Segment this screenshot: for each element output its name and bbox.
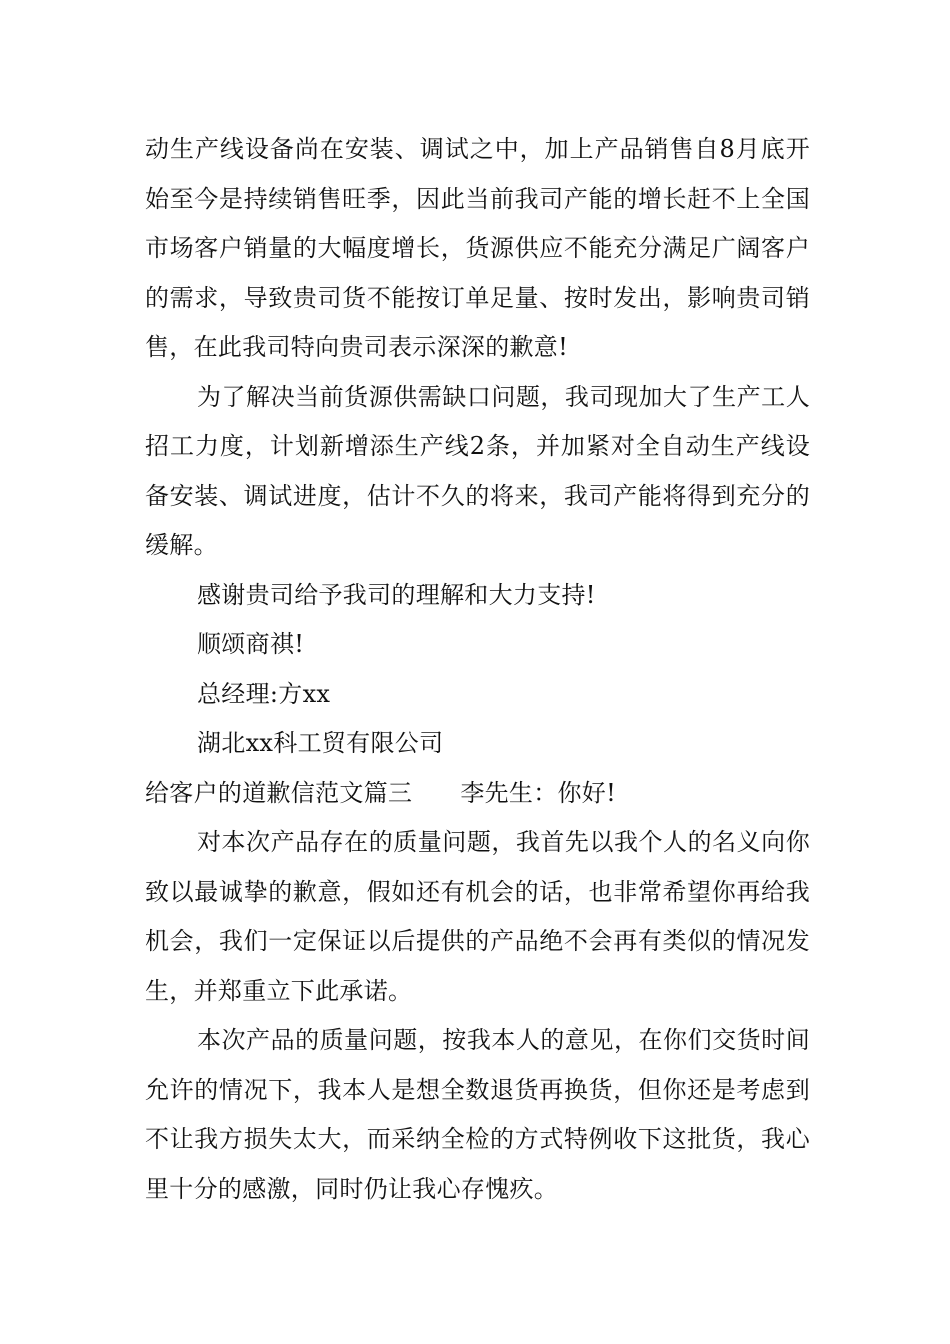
document-page — [145, 125, 810, 1214]
letter3-heading-line — [145, 769, 810, 819]
letter3-salutation: 李先生：你好! — [460, 778, 617, 807]
letter2-closing: 顺颂商祺! — [197, 630, 305, 658]
letter2-signer: 总经理:方xx — [197, 679, 331, 708]
letter2-paragraph-2: 为了解决当前货源供需缺口问题，我司现加大了生产工人招工力度，计划新增添生产线2条，并加紧对全自动生产线设备安装、调试进度，估计不久的将来，我司产能将得到充分的缓解。 — [145, 382, 810, 559]
letter3-paragraph-1: 对本次产品存在的质量问题，我首先以我个人的名义向你致以最诚挚的歉意，假如还有机会的话，也非常希望你再给我机会，我们一定保证以后提供的产品绝不会再有类似的情况发生，并郑重立下此承诺。 — [145, 828, 810, 1005]
letter2-thanks: 感谢贵司给予我司的理解和大力支持! — [197, 580, 596, 609]
letter3-paragraph-2: 本次产品的质量问题，按我本人的意见，在你们交货时间允许的情况下，我本人是想全数退货再换货，但你还是考虑到不让我方损失太大，而采纳全检的方式特例收下这批货，我心里十分的感激，同时仍让我心存愧疚。 — [145, 1026, 810, 1203]
letter2-paragraph-1: 动生产线设备尚在安装、调试之中，加上产品销售自8月底开始至今是持续销售旺季，因此当前我司产能的增长赶不上全国市场客户销量的大幅度增长，货源供应不能充分满足广阔客户的需求，导致贵司货不能按订单足量、按时发出，影响贵司销售，在此我司特向贵司表示深深的歉意! — [145, 135, 810, 361]
letter3-heading: 给客户的道歉信范文篇三 — [145, 778, 413, 807]
letter2-company: 湖北xx科工贸有限公司 — [197, 729, 444, 757]
